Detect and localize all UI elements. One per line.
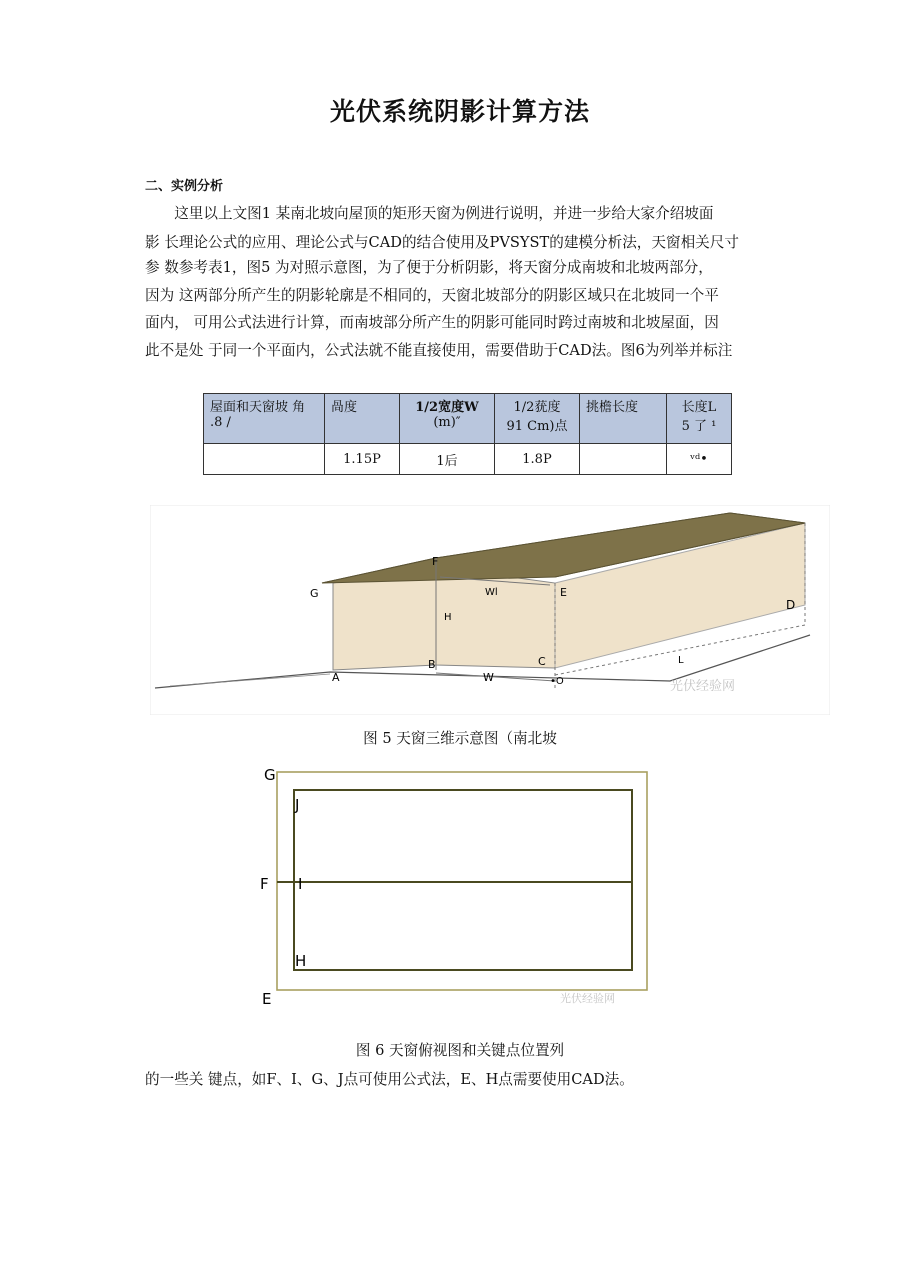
figure5-skylight-3d-diagram <box>150 505 830 715</box>
skylight-rect <box>294 790 632 970</box>
figure6-plan-view-diagram <box>250 762 670 1012</box>
label-A: A <box>332 671 340 684</box>
table-header-cell: 1/2莸度 91 Cm)点 <box>495 394 580 444</box>
label-W: W <box>483 671 494 684</box>
label-C: C <box>538 655 546 668</box>
table-cell: 1.8P <box>495 444 580 475</box>
figure6-caption: 图 6 天窗俯视图和关键点位置列 <box>355 1042 565 1059</box>
label-F: F <box>260 875 269 893</box>
table-header-cell: 1/2宽度W (m)″ <box>400 394 495 444</box>
parameter-table <box>203 393 732 475</box>
paragraph-line: 参 数参考表1，图5 为对照示意图，为了便于分析阴影，将天窗分成南坡和北坡两部分， <box>145 259 713 276</box>
label-H: H <box>295 952 307 970</box>
table-cell <box>580 444 667 475</box>
watermark: 光伏经验网 <box>560 992 615 1005</box>
paragraph-line: 这里以上文图1 某南北坡向屋顶的矩形天窗为例进行说明，并进一步给大家介绍坡面 <box>145 205 714 222</box>
label-B: B <box>428 658 436 671</box>
label-L: L <box>678 655 684 666</box>
label-O: •O <box>550 676 564 687</box>
table-header-cell: 屋面和天窗坡 角 .8 / <box>204 394 325 444</box>
paragraph-line: 影 长理论公式的应用、理论公式与CAD的结合使用及PVSYST的建模分析法，天窗相关尺寸 <box>145 234 739 251</box>
label-E: E <box>262 990 272 1008</box>
paragraph-line: 面内， 可用公式法进行计算，而南坡部分所产生的阴影可能同时跨过南坡和北坡屋面，因 <box>145 314 719 331</box>
paragraph-line: 的一些关 键点，如F、I、G、J点可使用公式法，E、H点需要使用CAD法。 <box>145 1071 634 1088</box>
paragraph-line: 因为 这两部分所产生的阴影轮廓是不相同的，天窗北坡部分的阴影区域只在北坡同一个平 <box>145 287 719 304</box>
label-I: I <box>298 875 303 893</box>
table-header-row <box>204 394 732 444</box>
front-wall <box>436 567 555 668</box>
label-D: D <box>786 598 796 612</box>
table-header-cell: 长度L 5 了 ¹ <box>667 394 732 444</box>
table-cell: ᵛᵈ• <box>667 444 732 475</box>
label-G: G <box>264 766 276 784</box>
section-heading: 二、实例分析 <box>145 179 224 194</box>
label-H: H <box>444 612 452 623</box>
label-F: F <box>432 555 439 568</box>
watermark: 光伏经验网 <box>670 679 736 694</box>
table-cell: 1后 <box>400 444 495 475</box>
label-G: G <box>310 587 319 600</box>
table-cell <box>204 444 325 475</box>
label-J: J <box>295 796 300 814</box>
table-header-cell: 咼度 <box>325 394 400 444</box>
label-E: E <box>560 586 567 599</box>
table-header-cell: 挑檐长度 <box>580 394 667 444</box>
paragraph-line: 此不是处 于同一个平面内，公式法就不能直接使用，需要借助于CAD法。图6为列举并标注 <box>145 342 733 359</box>
table-cell: 1.15P <box>325 444 400 475</box>
figure5-caption: 图 5 天窗三维示意图（南北坡 <box>363 730 557 747</box>
page-title: 光伏系统阴影计算方法 <box>329 97 590 126</box>
table-row <box>204 444 732 475</box>
label-Wl: Wl <box>485 587 498 598</box>
